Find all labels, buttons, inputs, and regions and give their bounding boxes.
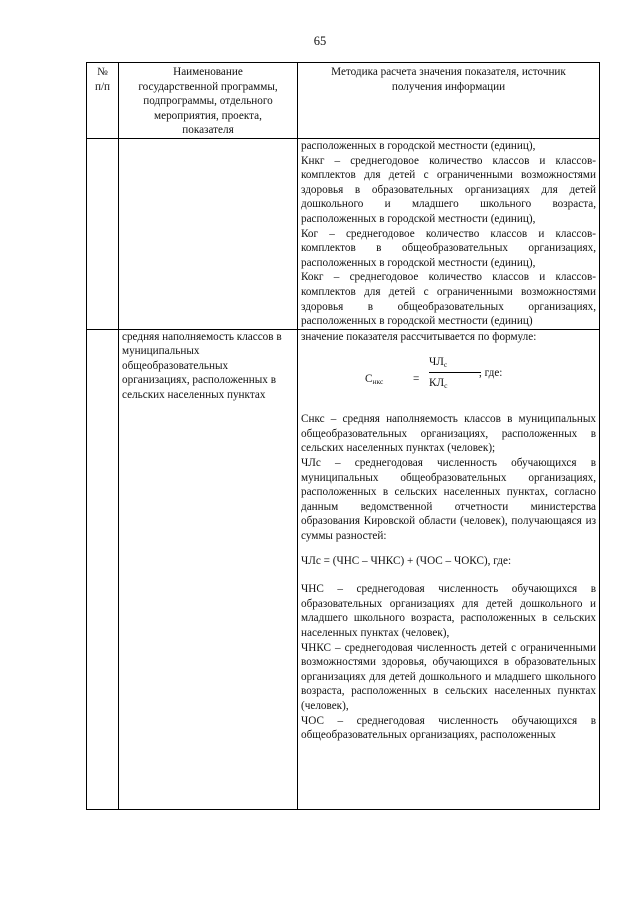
- formula-sum-of-differences: ЧЛс = (ЧНС – ЧНКС) + (ЧОС – ЧОКС), где:: [301, 554, 512, 567]
- method-paragraph: Кокг – среднегодовое количество классов и классов-комплектов для детей с ограниченными возможностями здоровья в общеобразовательных организациях, расположенных в городской местности (единиц): [301, 271, 596, 328]
- row-method-cell: [298, 138, 600, 329]
- header-method: [298, 63, 600, 139]
- header-method-line: Методика расчета значения показателя, источник: [331, 66, 566, 78]
- header-number-line: №: [97, 66, 108, 78]
- page-number: 65: [313, 34, 327, 48]
- formula-equals: =: [413, 373, 420, 386]
- table-row: [87, 138, 600, 329]
- formula-numerator: $ЧЛ_с$: [429, 356, 448, 370]
- header-name: [119, 63, 298, 139]
- method-paragraph: ЧНС – среднегодовая численность обучающихся в образовательных организациях для детей дошкольного и младшего школьного возраста, расположенных в сельских населенных пунктах (человек),: [301, 583, 596, 639]
- method-intro: значение показателя рассчитывается по формуле:: [301, 330, 537, 343]
- row-method-cell: [298, 329, 600, 809]
- header-method-line: получения информации: [391, 80, 506, 93]
- method-paragraph: ЧНКС – среднегодовая численность детей с ограниченными возможностями здоровья, обучающихся в образовательных организациях для детей дошкольного и младшего школьного возраста, расположенных в сельских населенных пунктах (человек),: [301, 641, 596, 712]
- method-paragraph: ЧЛс – среднегодовая численность обучающихся в муниципальных общеобразовательных организациях, расположенных в сельских населенных пунктах, согласно данным ведомственной отчетности министерства образования Кировской области (человек), получающаяся из суммы разностей:: [301, 457, 596, 543]
- methodology-table: [86, 62, 600, 810]
- method-paragraph: расположенных в городской местности (единиц),: [301, 139, 536, 152]
- row-name-cell: [119, 138, 298, 329]
- formula-denominator: $КЛ_с$: [429, 377, 448, 391]
- row-name-cell: средняя наполняемость классов в муниципальных общеобразовательных организациях, расположенных в сельских населенных пунктах: [119, 329, 298, 809]
- method-paragraph: Снкс – средняя наполняемость классов в муниципальных общеобразовательных организациях, расположенных в сельских населенных пунктах (человек);: [301, 413, 596, 455]
- header-number-line: п/п: [94, 80, 111, 93]
- header-name-line: Наименование: [173, 66, 243, 78]
- formula-fraction-bar: [429, 372, 481, 373]
- row-number-cell: [87, 329, 119, 809]
- header-number: [87, 63, 119, 139]
- row-number-cell: [87, 138, 119, 329]
- method-paragraph: ЧОС – среднегодовая численность обучающихся в общеобразовательных организациях, расположенных: [301, 714, 596, 742]
- table-header-row: [87, 63, 600, 139]
- method-paragraph: Ког – среднегодовое количество классов и классов-комплектов в общеобразовательных организациях, расположенных в городской местности (единиц),: [301, 227, 596, 269]
- formula-main: [301, 352, 596, 404]
- formula-tail: , где:: [479, 367, 503, 380]
- header-name-line: государственной программы,: [138, 80, 278, 93]
- table-row: [87, 329, 600, 809]
- header-name-line: подпрограммы, отдельного: [143, 95, 273, 108]
- header-name-line: мероприятия, проекта,: [154, 109, 262, 122]
- method-paragraph: Кнкг – среднегодовое количество классов и классов-комплектов для детей с ограниченными возможностями здоровья в образовательных организациях для детей дошкольного и младшего школьного возраста, расположенных в городской местности (единиц),: [301, 154, 596, 225]
- header-name-line: показателя: [182, 124, 234, 137]
- formula-lhs: $С_{нкс}$: [365, 373, 384, 387]
